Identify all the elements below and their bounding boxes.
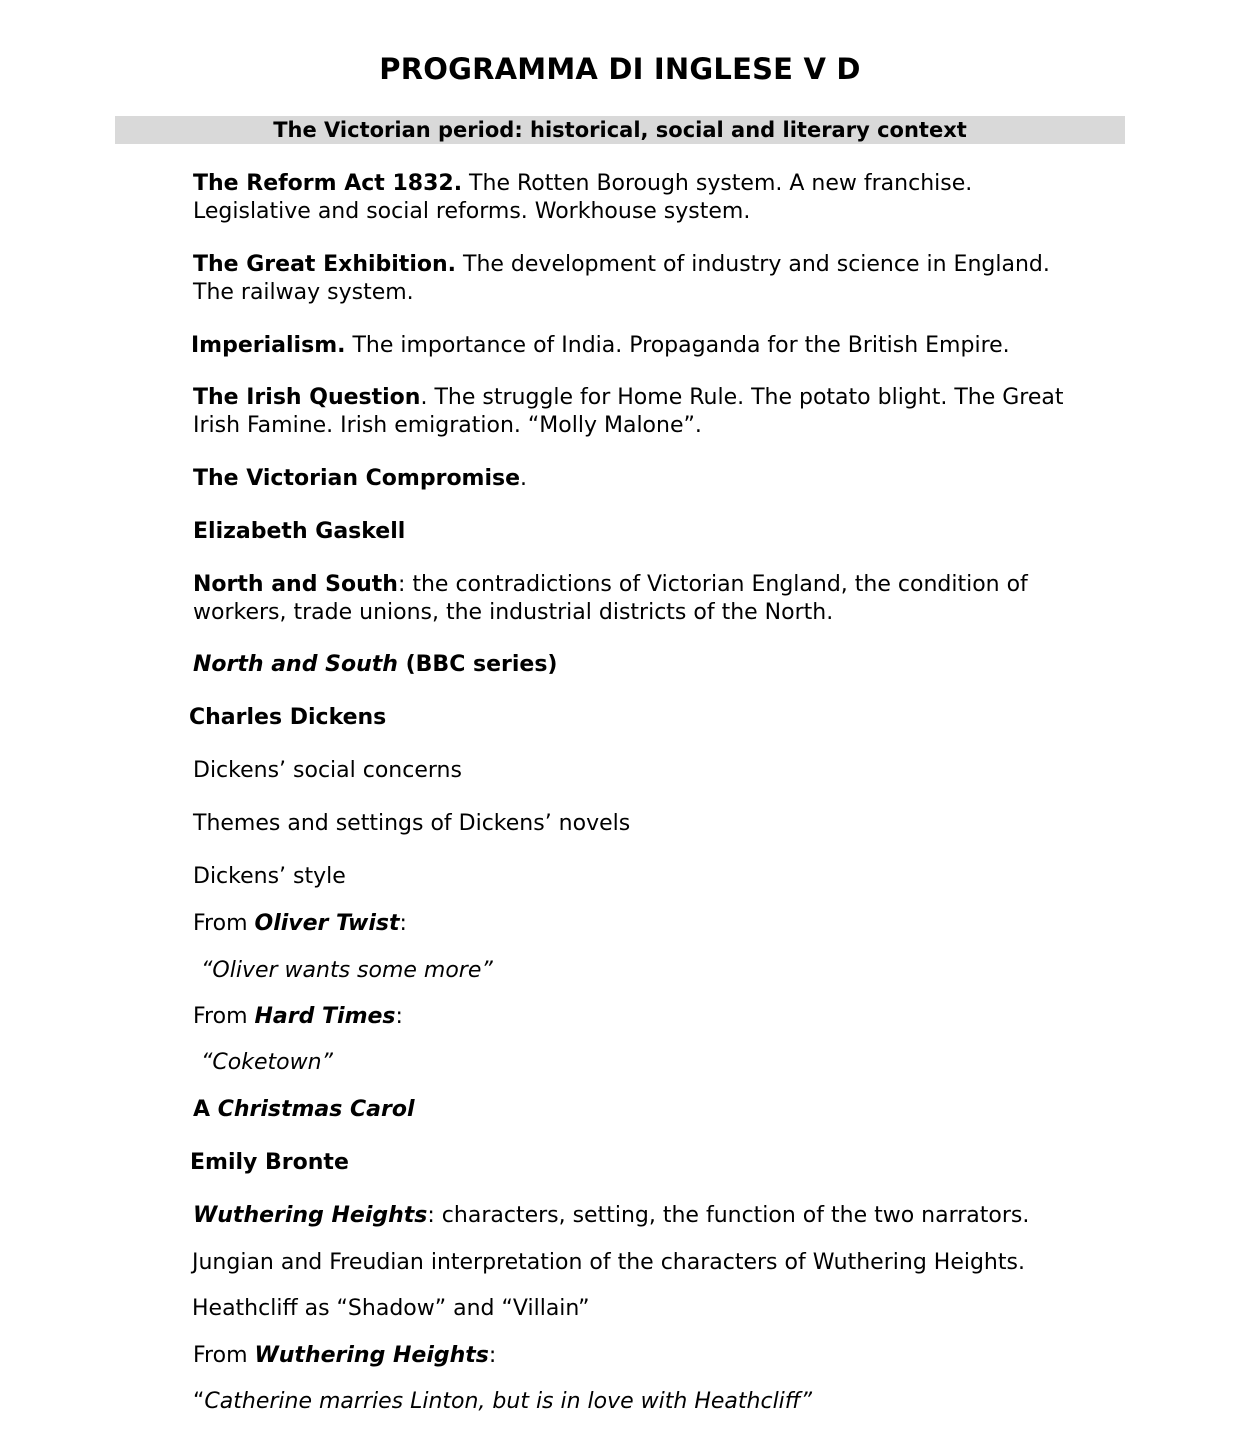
christmas-carol-prefix: A	[193, 1097, 218, 1122]
coketown-extract-title: “Coketown”	[201, 1050, 333, 1075]
imperialism-text: The importance of India. Propaganda for the British Empire.	[345, 333, 1010, 358]
catherine-extract-title: Catherine marries Linton, but is in love with Heathcliff”	[204, 1389, 813, 1414]
hard-times-from-label: From	[193, 1004, 255, 1029]
wuthering-heights-desc: : characters, setting, the function of the two narrators.	[427, 1203, 1030, 1228]
catherine-extract	[193, 1388, 812, 1416]
wh-from-title: Wuthering Heights	[254, 1343, 489, 1368]
coketown-extract	[201, 1049, 333, 1077]
wuthering-heights-paragraph	[193, 1202, 1029, 1230]
jungian-freudian-line: Jungian and Freudian interpretation of the characters of Wuthering Heights.	[192, 1250, 1025, 1275]
dickens-social-concerns: Dickens’ social concerns	[193, 758, 462, 783]
oliver-from-label: From	[193, 911, 255, 936]
hard-times-line	[193, 1003, 403, 1031]
north-and-south-series-title: North and South	[193, 652, 398, 677]
great-exhibition-paragraph	[193, 251, 1050, 307]
great-exhibition-text-line2: The railway system.	[193, 280, 414, 305]
bronte-author-heading	[190, 1149, 349, 1177]
oliver-extract	[201, 957, 493, 985]
north-and-south-series-line	[193, 651, 557, 679]
wh-colon: :	[488, 1343, 497, 1368]
reform-act-paragraph	[193, 170, 972, 226]
section-heading-banner: The Victorian period: historical, social and literary context	[115, 116, 1125, 144]
victorian-compromise-paragraph	[193, 465, 527, 493]
dickens-author-name: Charles Dickens	[189, 705, 387, 730]
gaskell-author-heading	[193, 518, 405, 546]
victorian-compromise-heading: The Victorian Compromise	[193, 466, 521, 491]
north-and-south-paragraph	[193, 571, 1028, 627]
gaskell-author-name: Elizabeth Gaskell	[193, 519, 406, 544]
irish-question-text-line2: Irish Famine. Irish emigration. “Molly Malone”.	[193, 413, 702, 438]
christmas-carol-title: Christmas Carol	[217, 1097, 415, 1122]
reform-act-text-line1: The Rotten Borough system. A new franchise.	[462, 171, 973, 196]
reform-act-heading: The Reform Act 1832.	[193, 171, 463, 196]
oliver-colon: :	[399, 911, 407, 936]
wuthering-heights-title: Wuthering Heights	[193, 1203, 428, 1228]
page-title: PROGRAMMA DI INGLESE V D	[379, 52, 861, 86]
wh-from-label: From	[193, 1343, 255, 1368]
oliver-twist-line	[193, 910, 407, 938]
imperialism-paragraph	[191, 332, 1010, 360]
heathcliff-line: Heathcliff as “Shadow” and “Villain”	[192, 1296, 590, 1321]
north-and-south-series-note: (BBC series)	[397, 652, 558, 677]
imperialism-heading: Imperialism.	[191, 333, 346, 358]
north-and-south-title: North and South	[193, 572, 398, 597]
oliver-twist-title: Oliver Twist	[254, 911, 400, 936]
dickens-themes: Themes and settings of Dickens’ novels	[193, 811, 631, 836]
hard-times-colon: :	[395, 1004, 403, 1029]
oliver-extract-title: “Oliver wants some more”	[201, 958, 493, 983]
irish-question-heading: The Irish Question	[193, 385, 421, 410]
great-exhibition-text-line1: The development of industry and science in England.	[456, 252, 1050, 277]
dickens-author-heading	[189, 704, 386, 732]
wuthering-heights-from-line	[193, 1342, 496, 1370]
dickens-style: Dickens’ style	[193, 864, 346, 889]
great-exhibition-heading: The Great Exhibition.	[193, 252, 457, 277]
bronte-author-name: Emily Bronte	[190, 1150, 349, 1175]
north-and-south-desc-line1: : the contradictions of Victorian England, the condition of	[397, 572, 1028, 597]
north-and-south-desc-line2: workers, trade unions, the industrial districts of the North.	[193, 600, 834, 625]
irish-question-text-line1: . The struggle for Home Rule. The potato blight. The Great	[420, 385, 1064, 410]
catherine-extract-open-quote: “	[193, 1389, 205, 1414]
irish-question-paragraph	[193, 384, 1064, 440]
reform-act-text-line2: Legislative and social reforms. Workhouse system.	[193, 199, 751, 224]
christmas-carol-line	[193, 1096, 415, 1124]
hard-times-title: Hard Times	[254, 1004, 396, 1029]
victorian-compromise-period: .	[520, 466, 528, 491]
